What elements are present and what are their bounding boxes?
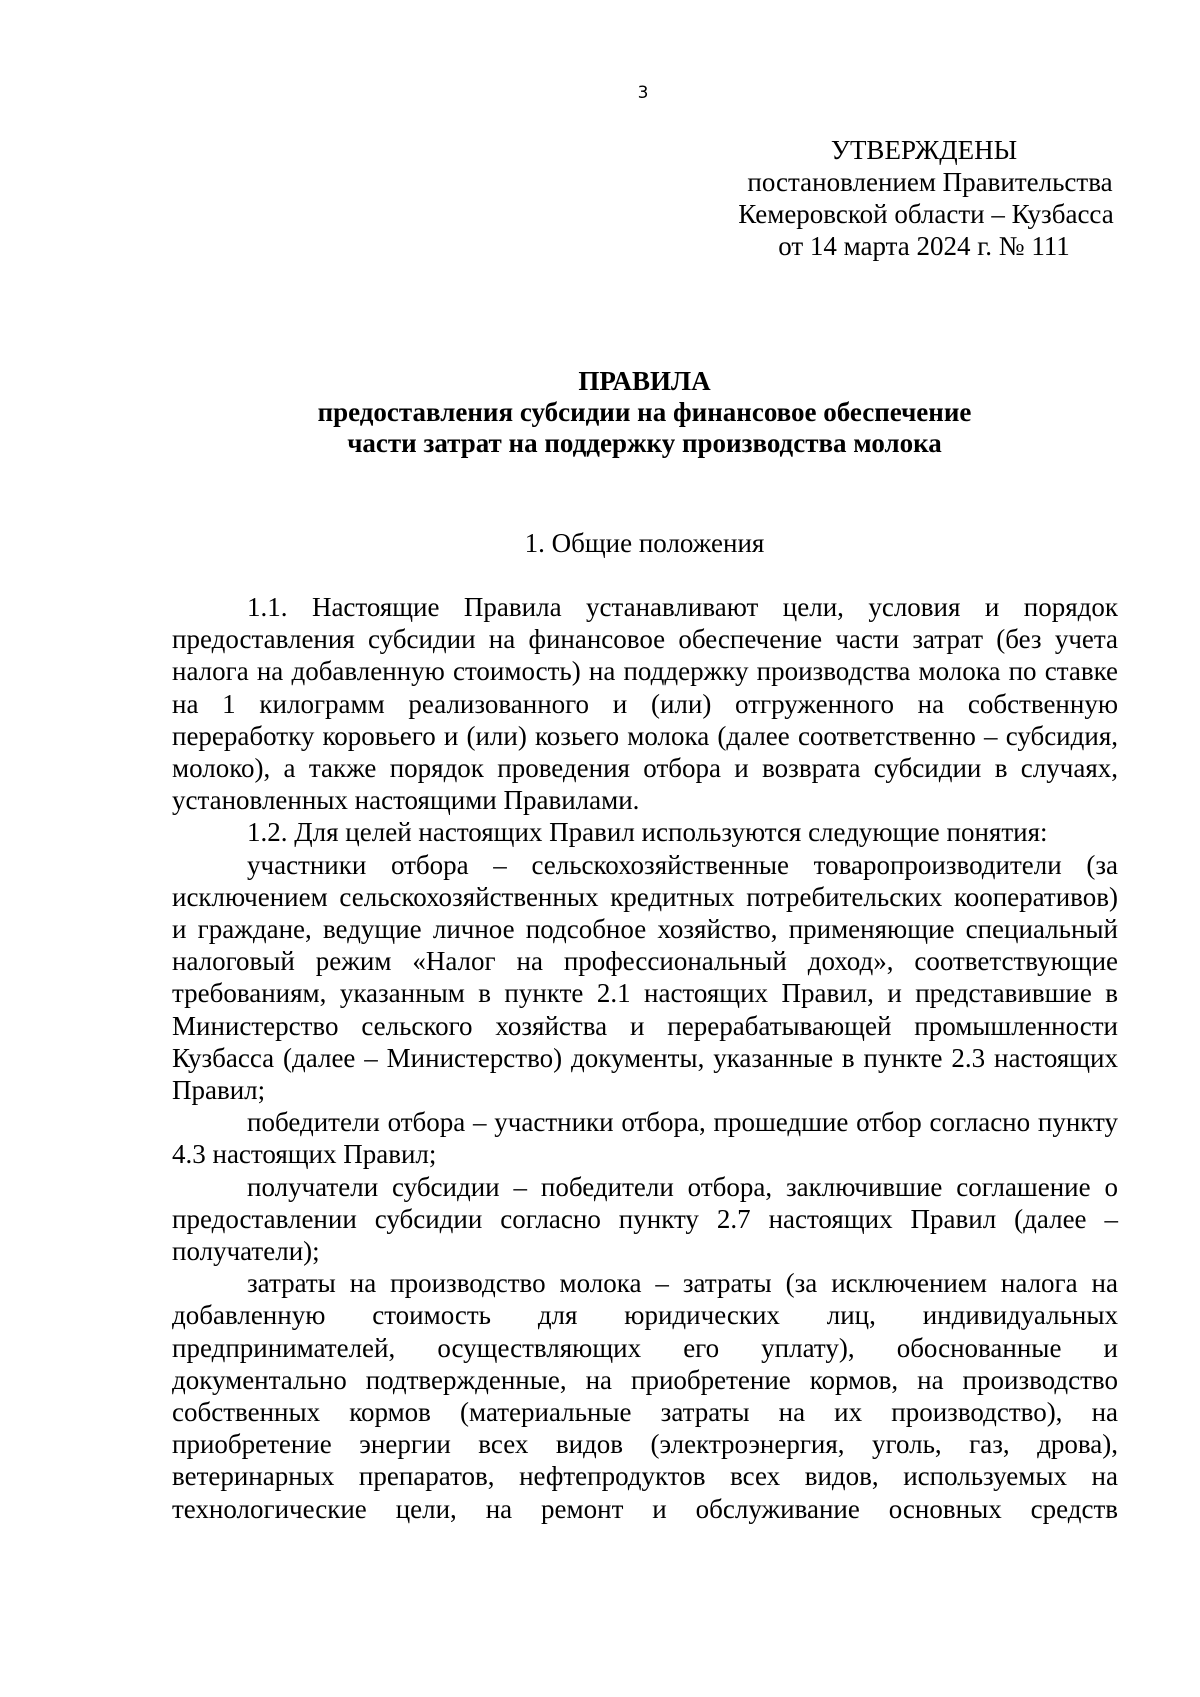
document-title — [172, 366, 1117, 459]
approval-line: Кемеровской области – Кузбасса — [738, 199, 1114, 229]
title-line: предоставления субсидии на финансовое обеспечение — [317, 397, 972, 427]
paragraph: получатели субсидии – победители отбора, заключившие соглашение о предоставлении субсидии согласно пункту 2.7 настоящих Правил (далее – получатели); — [172, 1171, 1118, 1267]
paragraph: победители отбора – участники отбора, прошедшие отбор согласно пункту 4.3 настоящих Правил; — [172, 1107, 1118, 1170]
paragraph: участники отбора – сельскохозяйственные товаропроизводители (за исключением сельскохозяйственных кредитных потребительских кооперативов) и граждане, ведущие личное подсобное хозяйство, применяющие специальный налоговый режим «Налог на профессиональный доход», соответствующие требованиям, указанным в пункте 2.1 настоящих Правил, и представившие в Министерство сельского хозяйства и перерабатывающей промышленности Кузбасса (далее – Министерство) документы, указанные в пункте 2.3 настоящих Правил; — [172, 849, 1118, 1106]
approval-line: УТВЕРЖДЕНЫ — [830, 135, 1018, 165]
paragraph: затраты на производство молока – затраты (за исключением налога на добавленную стоимость для юридических лиц, индивидуальных предпринимателей, осуществляющих его уплату), обоснованные и документально подтвержденные, на приобретение кормов, на производство собственных кормов (материальные затраты на их производство), на приобретение энергии всех видов (электроэнергия, уголь, газ, дрова), ветеринарных препаратов, нефтепродуктов всех видов, используемых на технологические цели, на ремонт и обслуживание основных средств — [172, 1268, 1118, 1524]
section-heading: 1. Общие положения — [524, 528, 765, 558]
approval-line: постановлением Правительства — [747, 167, 1113, 197]
paragraph: 1.1. Настоящие Правила устанавливают цели, условия и порядок предоставления субсидии на финансовое обеспечение части затрат (без учета налога на добавленную стоимость) на поддержку производства молока по ставке на 1 килограмм реализованного и (или) отгруженного на собственную переработку коровьего и (или) козьего молока (далее соответственно – субсидия, молоко), а также порядок проведения отбора и возврата субсидии в случаях, установленных настоящими Правилами. — [172, 592, 1118, 816]
approval-line: от 14 марта 2024 г. № 111 — [778, 231, 1070, 261]
page-number: 3 — [637, 83, 649, 103]
approval-stamp — [690, 134, 1170, 262]
paragraph: 1.2. Для целей настоящих Правил используются следующие понятия: — [247, 817, 1048, 848]
title-line: ПРАВИЛА — [578, 366, 711, 396]
title-line: части затрат на поддержку производства молока — [347, 428, 942, 458]
document-body — [172, 591, 1118, 1525]
